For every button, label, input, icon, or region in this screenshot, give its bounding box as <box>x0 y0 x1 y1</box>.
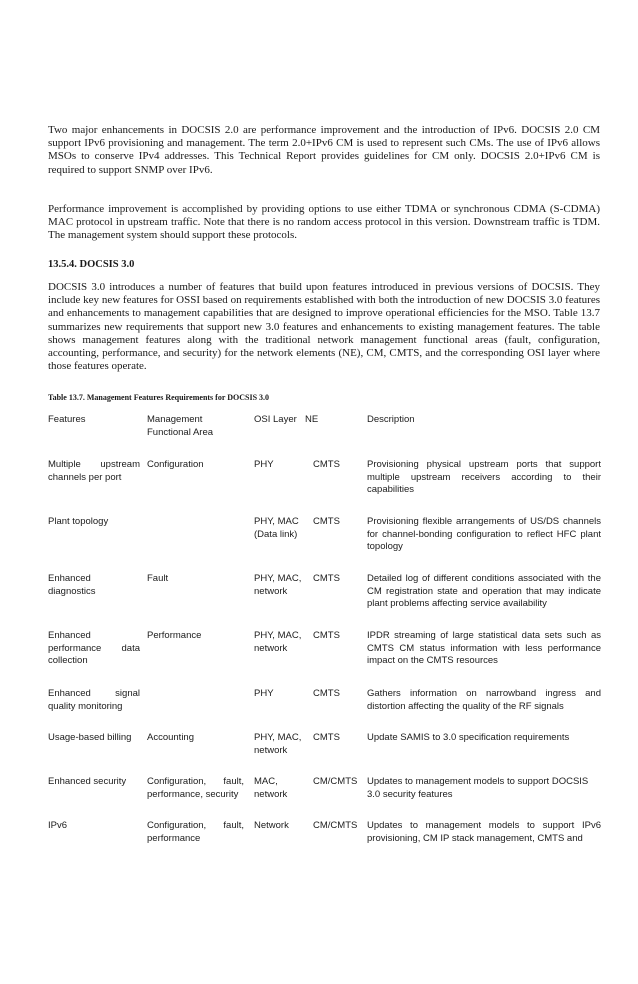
cell-ne: CM/CMTS <box>313 776 358 787</box>
header-ne: NE <box>305 414 319 425</box>
cell-features: Enhanced security <box>48 776 127 787</box>
cell-osi-layer: PHY <box>254 688 274 699</box>
cell-ne: CMTS <box>313 630 340 641</box>
cell-description: Updates to management models to support IPv6 provisioning, CM IP stack management, CMTS and <box>367 820 601 844</box>
cell-osi-layer: PHY <box>254 459 274 470</box>
cell-features: Usage-based billing <box>48 732 132 743</box>
cell-features: Multiple upstream channels per port <box>48 459 140 483</box>
paragraph-docsis-2-intro: Two major enhancements in DOCSIS 2.0 are performance improvement and the introduction of IPv6. DOCSIS 2.0 CM support IPv6 provisioning and management. The term 2.0+IPv6 CM is used to represent such CMs. The use of IPv6 allows MSOs to conserve IPv4 addresses. This Technical Report provides guidelines for CM only. DOCSIS 2.0+IPv6 CM is required to support SNMP over IPv6. <box>48 124 600 176</box>
cell-functional-area: Configuration, fault, performance, security <box>147 776 244 800</box>
cell-ne: CMTS <box>313 573 340 584</box>
cell-ne: CM/CMTS <box>313 820 358 831</box>
cell-features: Enhanced signal quality monitoring <box>48 688 140 712</box>
cell-functional-area: Performance <box>147 630 202 641</box>
cell-features: IPv6 <box>48 820 68 831</box>
paragraph-docsis-3-intro: DOCSIS 3.0 introduces a number of features that build upon features introduced in previous versions of DOCSIS. They include key new features for OSSI based on requirements established with both the introduction of new DOCSIS 3.0 features and enhancements to management capabilities that are designed to improve operational efficiencies for the MSO. Table 13.7 summarizes new requirements that support new 3.0 features and enhancements to existing management features. The table shows management features along with the traditional network management functional areas (fault, configuration, accounting, performance, and security) for the network elements (NE), CM, CMTS, and the corresponding OSI layer where those features operate. <box>48 281 600 373</box>
table-caption: Table 13.7. Management Features Requirements for DOCSIS 3.0 <box>48 393 270 402</box>
cell-ne: CMTS <box>313 516 340 527</box>
header-description: Description <box>367 414 415 425</box>
cell-functional-area: Configuration <box>147 459 204 470</box>
paragraph-performance-improvement: Performance improvement is accomplished by providing options to use either TDMA or synchronous CDMA (S-CDMA) MAC protocol in upstream traffic. Note that there is no random access protocol in this version. Downstream traffic is TDM. The management system should support these protocols. <box>48 203 600 242</box>
cell-description: Update SAMIS to 3.0 specification requirements <box>367 732 570 743</box>
cell-osi-layer: MAC, network <box>254 776 288 800</box>
cell-osi-layer: Network <box>254 820 289 831</box>
cell-features: Enhanced performance data collection <box>48 630 140 666</box>
cell-ne: CMTS <box>313 732 340 743</box>
cell-osi-layer: PHY, MAC, network <box>254 630 302 654</box>
cell-functional-area: Configuration, fault, performance <box>147 820 244 844</box>
cell-description: Gathers information on narrowband ingress and distortion affecting the quality of the RF signals <box>367 688 601 712</box>
cell-description: IPDR streaming of large statistical data sets such as CMTS CM status information with less performance impact on the CMTS resources <box>367 630 601 666</box>
cell-description: Provisioning physical upstream ports that support multiple upstream receivers according to their capabilities <box>367 459 601 495</box>
cell-functional-area: Fault <box>147 573 169 584</box>
cell-ne: CMTS <box>313 688 340 699</box>
cell-features: Enhanced diagnostics <box>48 573 96 597</box>
header-osi-layer: OSI Layer <box>254 414 297 425</box>
cell-description: Updates to management models to support DOCSIS 3.0 security features <box>367 776 589 800</box>
cell-features: Plant topology <box>48 516 109 527</box>
cell-ne: CMTS <box>313 459 340 470</box>
cell-osi-layer: PHY, MAC, network <box>254 732 302 756</box>
cell-osi-layer: PHY, MAC, network <box>254 573 302 597</box>
header-features: Features <box>48 414 86 425</box>
section-heading: 13.5.4. DOCSIS 3.0 <box>48 259 135 270</box>
header-functional-area: Management Functional Area <box>147 414 214 438</box>
cell-functional-area: Accounting <box>147 732 195 743</box>
cell-description: Detailed log of different conditions associated with the CM registration state and operation that may indicate plant problems affecting service availability <box>367 573 601 609</box>
cell-osi-layer: PHY, MAC (Data link) <box>254 516 299 540</box>
cell-description: Provisioning flexible arrangements of US/DS channels for channel-bonding configuration to reflect HFC plant topology <box>367 516 601 552</box>
